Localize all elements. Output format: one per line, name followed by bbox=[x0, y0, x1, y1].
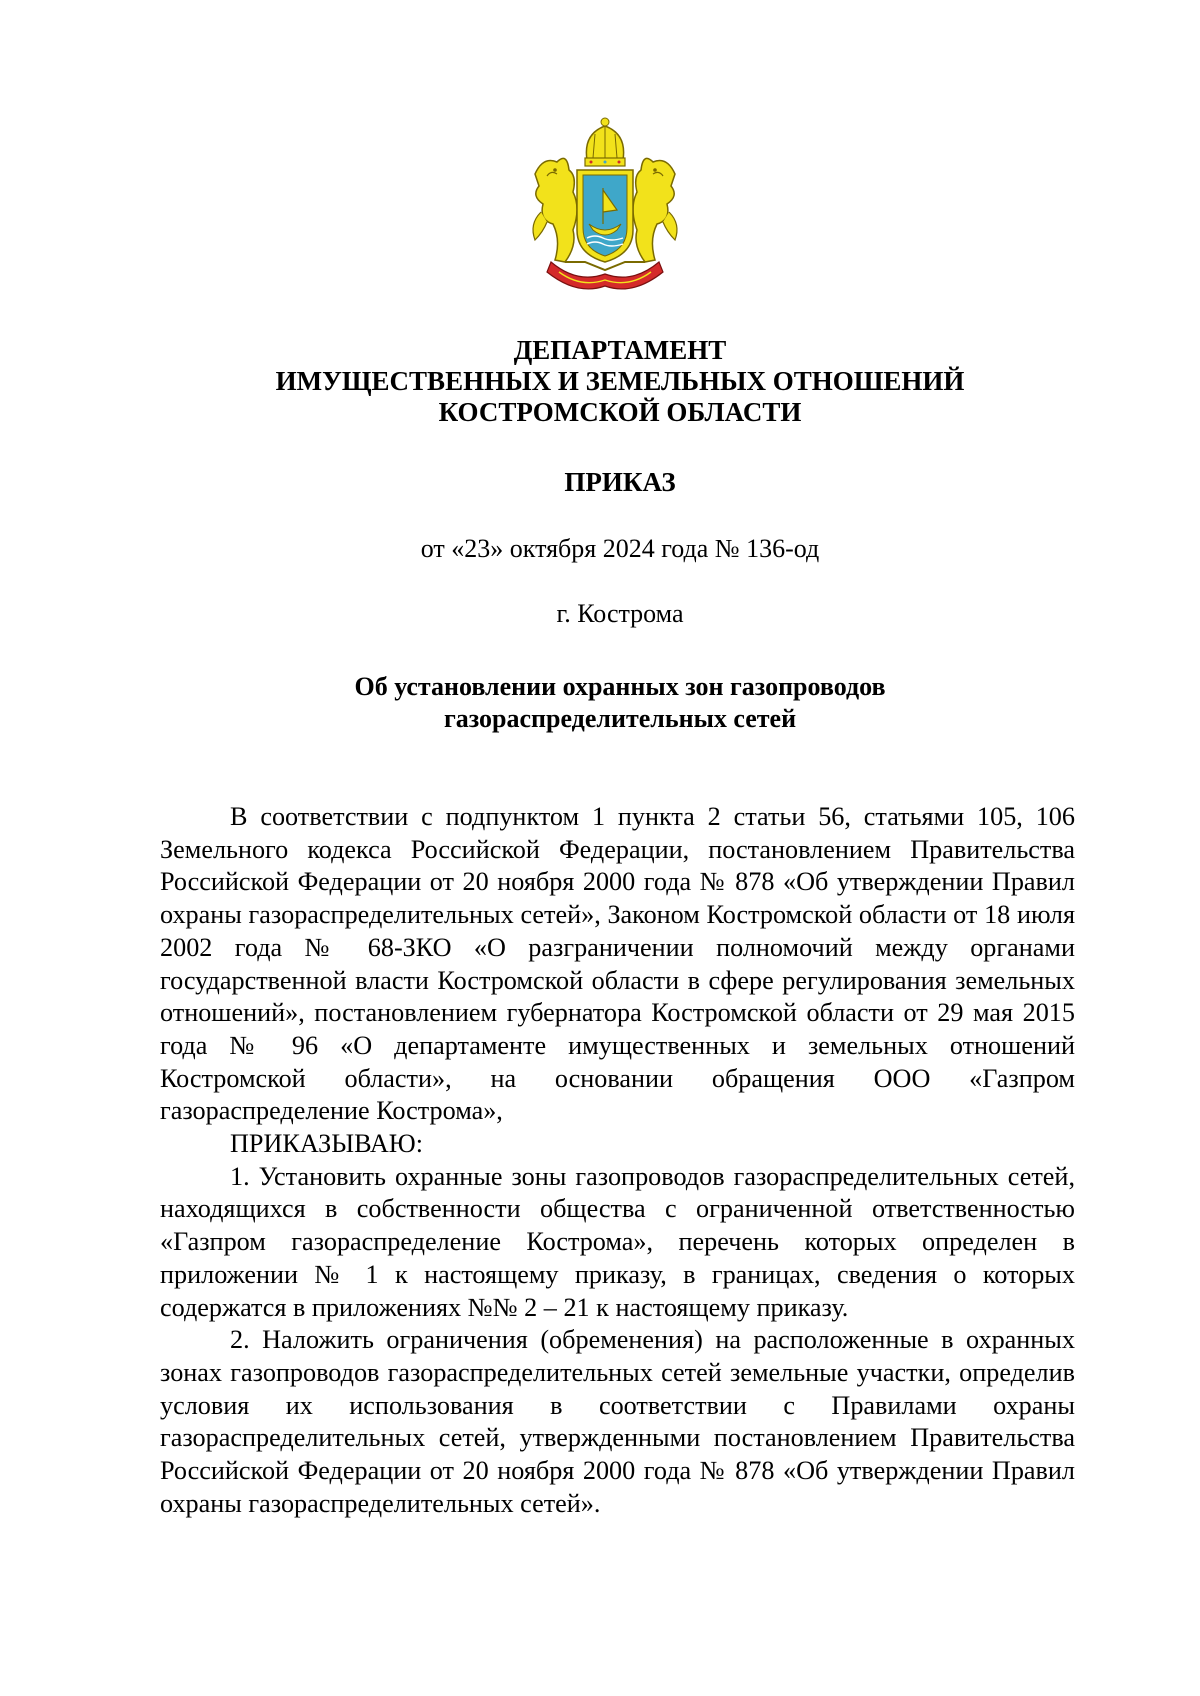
shield-icon bbox=[577, 170, 633, 262]
left-lion-supporter-icon bbox=[533, 158, 577, 262]
order-date-number: от «23» октября 2024 года № 136-од bbox=[420, 534, 820, 563]
subject-line-1: Об установлении охранных зон газопроводов bbox=[354, 672, 886, 701]
department-line-2: ИМУЩЕСТВЕННЫХ И ЗЕМЕЛЬНЫХ ОТНОШЕНИЙ bbox=[275, 366, 965, 396]
order-subject bbox=[150, 671, 1090, 735]
right-lion-supporter-icon bbox=[633, 158, 677, 262]
ribbon-icon bbox=[547, 262, 663, 289]
item-2-paragraph: 2. Наложить ограничения (обременения) на расположенные в охранных зонах газопроводов газораспределительных сетей земельные участки, определив условия их использования в соответствии с Правилами охраны газораспределительных сетей, утвержденными постановлением Правительства Российской Федерации от 20 ноября 2000 года № 878 «Об утверждении Правил охраны газораспределительных сетей». bbox=[160, 1325, 1075, 1518]
subject-line-2: газораспределительных сетей bbox=[443, 704, 797, 733]
order-city: г. Кострома bbox=[556, 599, 684, 628]
order-body bbox=[160, 801, 1075, 1520]
document-type-title: ПРИКАЗ bbox=[564, 467, 676, 497]
order-word-paragraph: ПРИКАЗЫВАЮ: bbox=[230, 1129, 423, 1159]
department-heading bbox=[150, 335, 1090, 428]
item-1-paragraph: 1. Установить охранные зоны газопроводов газораспределительных сетей, находящихся в собственности общества с ограниченной ответственностью «Газпром газораспределение Кострома», перечень которых определен в приложении № 1 к настоящему приказу, в границах, сведения о которых содержатся в приложениях №№ 2 – 21 к настоящему приказу. bbox=[160, 1161, 1075, 1322]
department-line-1: ДЕПАРТАМЕНТ bbox=[513, 335, 727, 365]
kostroma-coat-of-arms-icon bbox=[525, 112, 685, 297]
preamble-paragraph: В соответствии с подпунктом 1 пункта 2 статьи 56, статьями 105, 106 Земельного кодекса Российской Федерации, постановлением Правительства Российской Федерации от 20 ноября 2000 года № 878 «Об утверждении Правил охраны газораспределительных сетей», Законом Костромской области от 18 июля 2002 года № 68-ЗКО «О разграничении полномочий между органами государственной власти Костромской области в сфере регулирования земельных отношений», постановлением губернатора Костромской области от 29 мая 2015 года № 96 «О департаменте имущественных и земельных отношений Костромской области», на основании обращения ООО «Газпром газораспределение Кострома», bbox=[160, 802, 1075, 1126]
crown-icon bbox=[585, 118, 625, 166]
department-line-3: КОСТРОМСКОЙ ОБЛАСТИ bbox=[438, 397, 802, 427]
